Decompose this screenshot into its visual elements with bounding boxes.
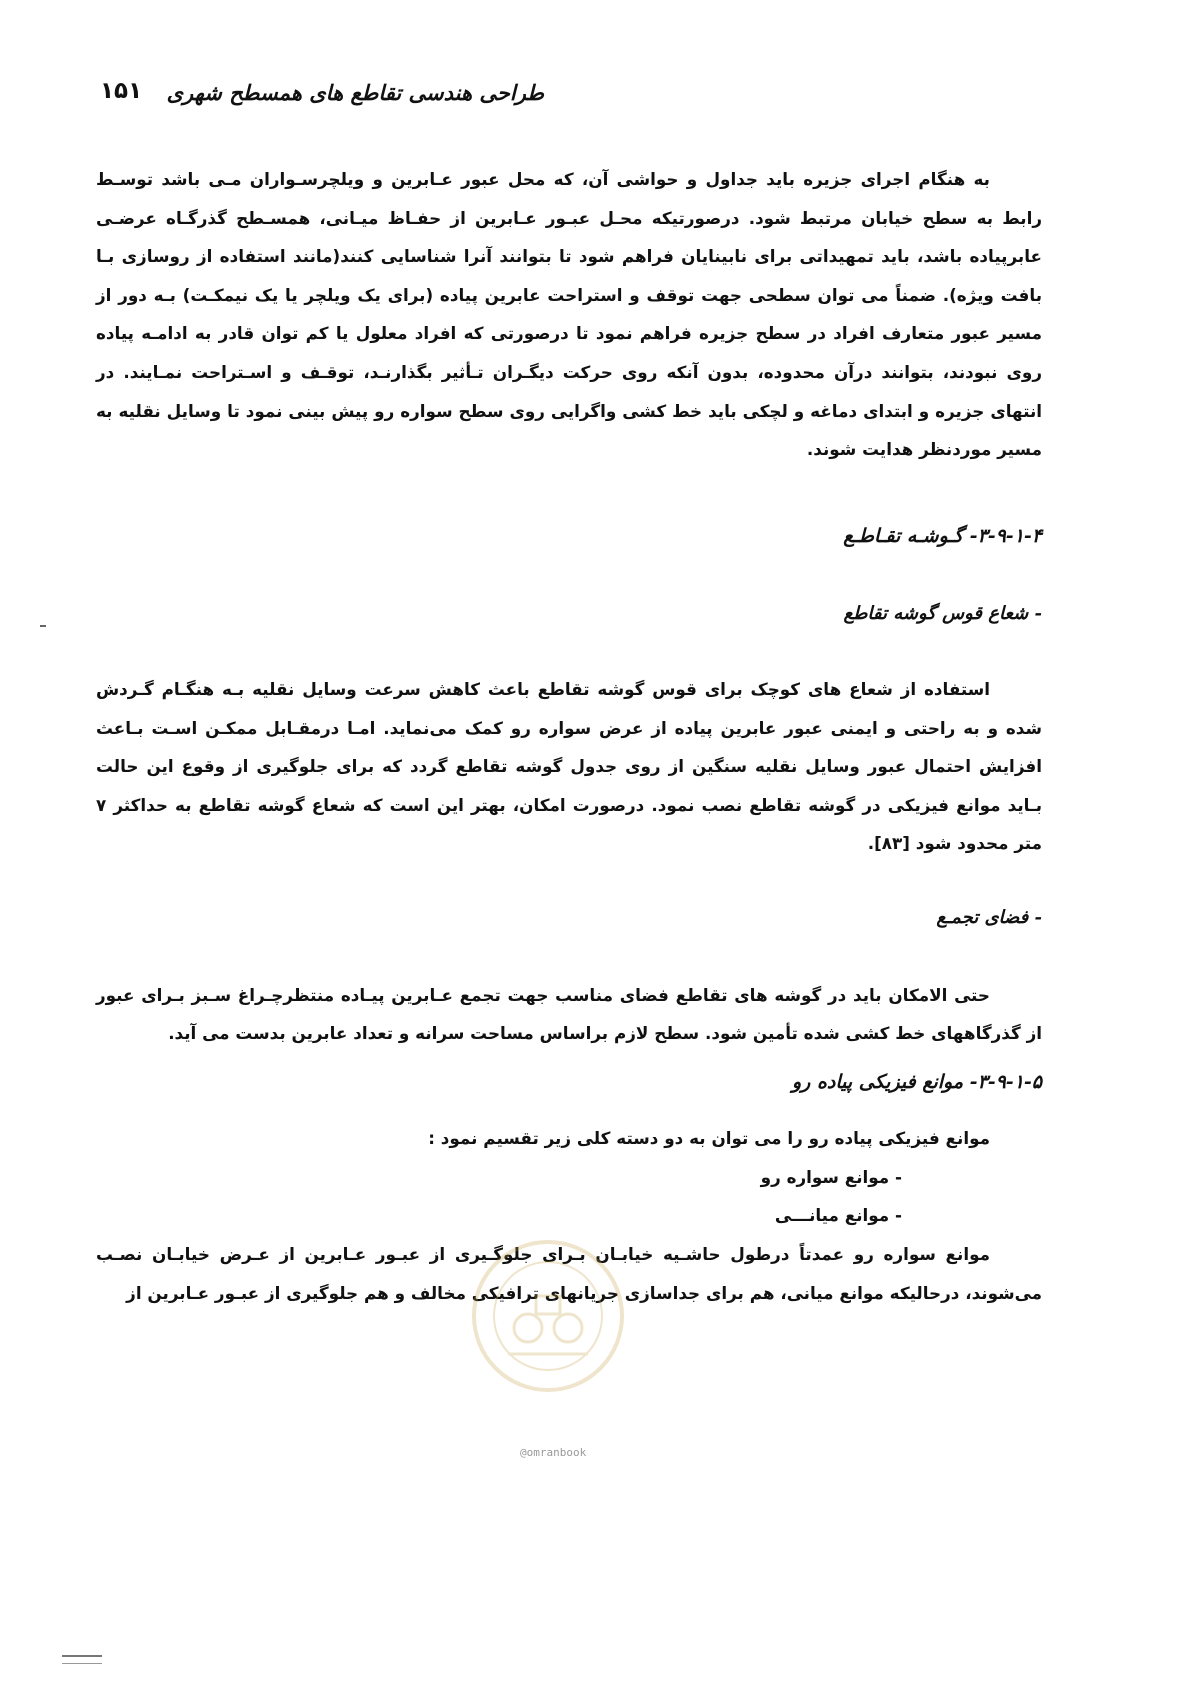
- section-heading-physical-barriers: ۳-۹-۱-۵- موانع فیزیکی پیاده رو: [792, 1070, 1042, 1093]
- paragraph-corner-radius: استفاده از شعاع های کوچک برای قوس گوشه تقاطع باعث کاهش سرعت وسایل نقلیه بـه هنگـام گـردش شده و به راحتی و ایمنی عبور عابرین پیاده از عرض سواره رو کمک می‌نماید. امـا درمقـابل ممکـن اسـت بـاعث افزایش احتمال عبور وسایل نقلیه سنگین از روی جدول گوشه تقاطع گردد که برای جلوگیری از وقوع این حالت بـاید موانع فیزیکی در گوشه تقاطع نصب نمود. درصورت امکان، بهتر این است که شعاع گوشه تقاطع به حداکثر ۷ متر محدود شود [۸۳].: [96, 678, 1042, 854]
- publisher-seal-watermark: [468, 1236, 628, 1396]
- section-heading-corner: ۳-۹-۱-۴- گـوشـه تقـاطـع: [843, 524, 1042, 547]
- paragraph-island-curbs: به هنگام اجرای جزیره باید جداول و حواشی آن، که محل عبور عـابرین و ویلچرسـواران مـی باشد توسـط رابط به سطح خیابان مرتبط شود. درصورتیکه محـل عبـور عـابرین از حفـاظ میـانی، همسـطح گذرگـاه عرضـی عابرپیاده باشد، باید تمهیداتی برای نابینایان فراهم شود تا بتوانند آنرا شناسایی کنند(مانند استفاده از روسازی بـا بافت ویژه). ضمناً می توان سطحی جهت توقف و استراحت عابرین پیاده (برای یک ویلچر یا یک نیمکـت) بـه دور از مسیر عبور متعارف افراد در سطح جزیره فراهم نمود تا درصورتی که افراد معلول یا کم توان قادر به ادامـه پیاده روی نبودند، بتوانند درآن محدوده، بدون آنکه روی حرکت دیگـران تـأثیر بگذارنـد، توقـف و اسـتراحت نمـایند. در انتهای جزیره و ابتدای دماغه و لچکی باید خط کشی واگرایی روی سطح سواره رو پیش بینی نمود تا وسایل نقلیه به مسیر موردنظر هدایت شوند.: [96, 169, 1042, 460]
- paragraph-barrier-detail: موانع سواره رو عمدتاً درطول حاشـیه خیابـان بـرای جلوگـیری از عبـور عـابرین از عـرض خیابـان نصـب می‌شوند، درحالیکه موانع میانی، هم برای جداسازی جریانهای ترافیکی مخالف و هم جلوگیری از عبـور عـابرین از: [96, 1244, 1042, 1303]
- scan-corner-mark: [62, 1655, 102, 1664]
- page-header: [100, 74, 1090, 114]
- paragraph-gathering-space: حتی الامکان باید در گوشه های تقاطع فضای مناسب جهت تجمع عـابرین پیـاده منتظرچـراغ سـبز بـرای عبور از گذرگاههای خط کشی شده تأمین شود. سطح لازم براساس مساحت سرانه و تعداد عابرین بدست می آید.: [96, 984, 1042, 1044]
- body-text: [96, 160, 1042, 1312]
- list-item: - موانع میانـــی: [774, 1205, 902, 1226]
- page-number: ۱۵۱: [100, 78, 143, 104]
- paragraph-barrier-intro: موانع فیزیکی پیاده رو را می توان به دو دسته کلی زیر تقسیم نمود :: [428, 1128, 990, 1149]
- barrier-list: [96, 1158, 1042, 1235]
- scan-margin-dot: [40, 625, 46, 627]
- subheading-gathering-space: - فضای تجمـع: [936, 906, 1042, 928]
- watermark-label: @omranbook: [520, 1446, 587, 1459]
- list-item: - موانع سواره رو: [760, 1166, 902, 1187]
- subheading-corner-radius: - شعاع قوس گوشه تقاطع: [843, 603, 1042, 625]
- running-title: طراحی هندسی تقاطع های همسطح شهری: [166, 80, 544, 105]
